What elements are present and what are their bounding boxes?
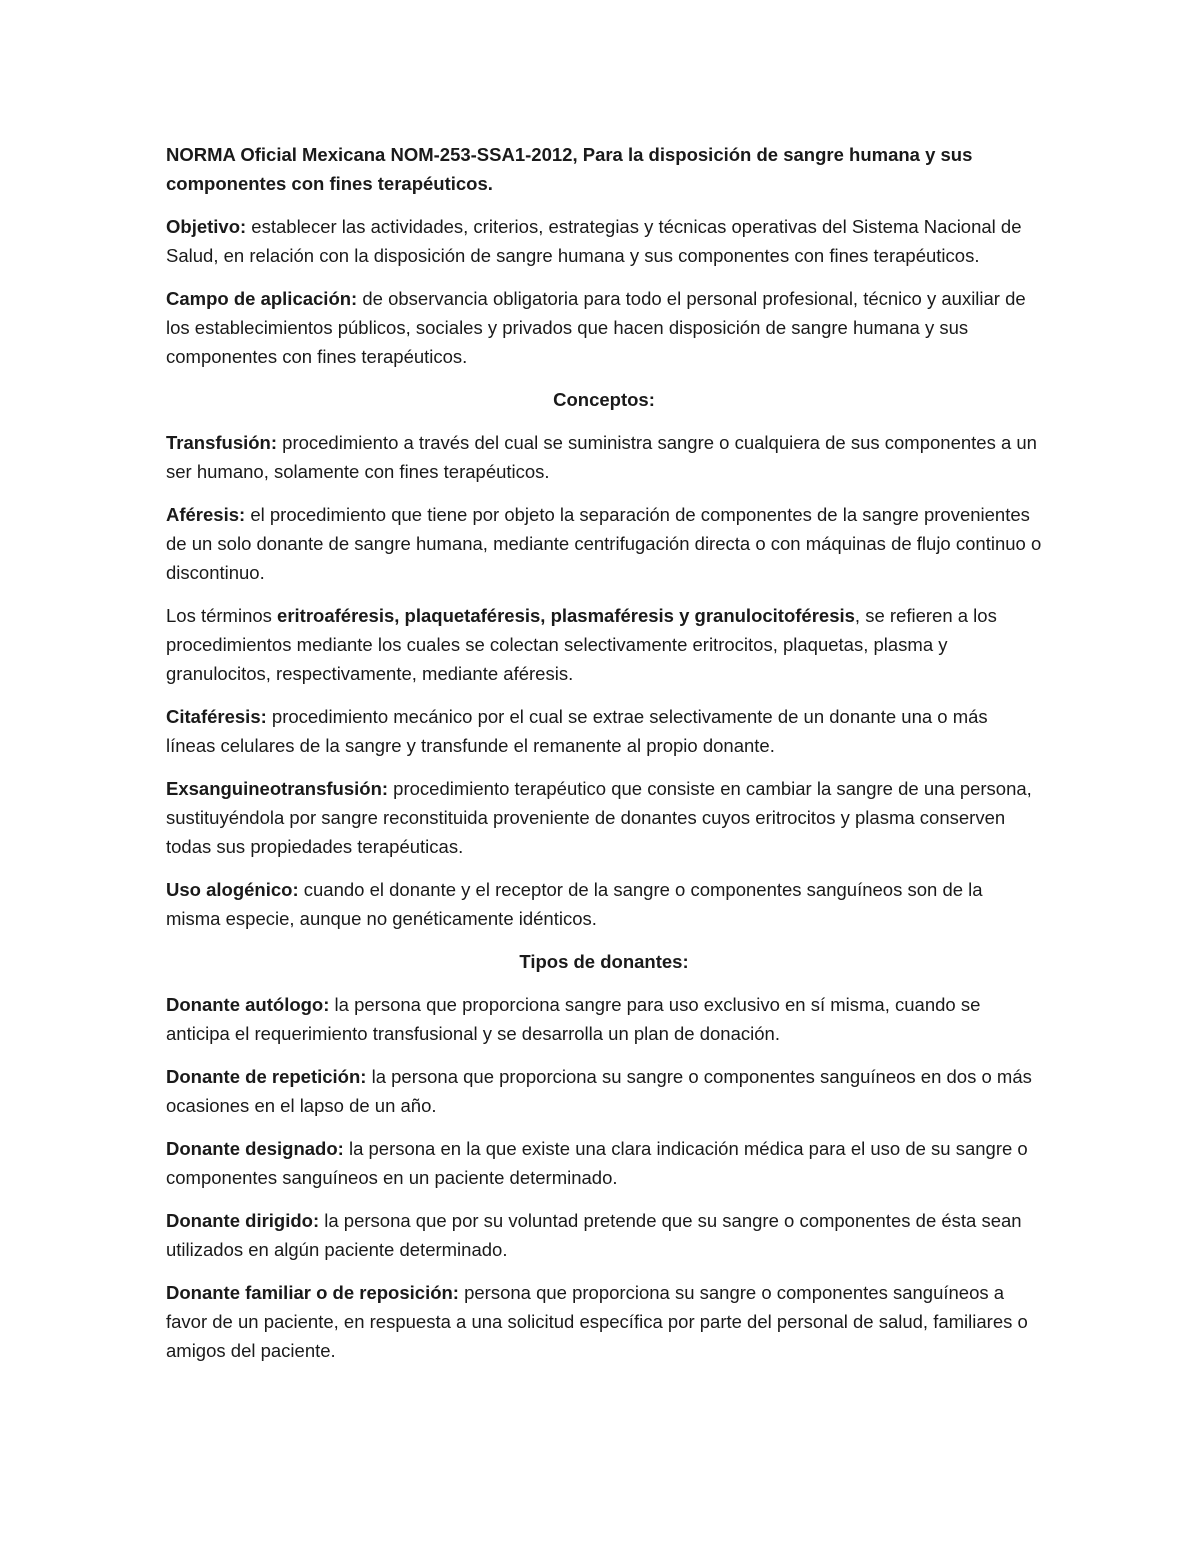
paragraph-citaferesis	[166, 702, 1042, 760]
term-donante-designado: Donante designado:	[166, 1138, 344, 1159]
term-citaferesis: Citaféresis:	[166, 706, 267, 727]
paragraph-uso-alogenico	[166, 875, 1042, 933]
heading-conceptos: Conceptos:	[553, 389, 655, 410]
definition-objetivo: establecer las actividades, criterios, estrategias y técnicas operativas del Sistema Nacional de Salud, en relación con la disposición de sangre humana y sus componentes con fines terapéuticos.	[166, 216, 1022, 266]
definition-transfusion: procedimiento a través del cual se suministra sangre o cualquiera de sus componentes a un ser humano, solamente con fines terapéuticos.	[166, 432, 1037, 482]
paragraph-exsanguineotransfusion	[166, 774, 1042, 861]
definition-donante-designado: la persona en la que existe una clara indicación médica para el uso de su sangre o componentes sanguíneos en un paciente determinado.	[166, 1138, 1028, 1188]
definition-donante-repeticion: la persona que proporciona su sangre o componentes sanguíneos en dos o más ocasiones en el lapso de un año.	[166, 1066, 1032, 1116]
paragraph-donante-dirigido	[166, 1206, 1042, 1264]
terminos-terms: eritroaféresis, plaquetaféresis, plasmaféresis y granulocitoféresis	[277, 605, 855, 626]
paragraph-campo-aplicacion	[166, 284, 1042, 371]
definition-donante-familiar: persona que proporciona su sangre o componentes sanguíneos a favor de un paciente, en respuesta a una solicitud específica por parte del personal de salud, familiares o amigos del paciente.	[166, 1282, 1028, 1361]
term-donante-autologo: Donante autólogo:	[166, 994, 330, 1015]
document-body	[166, 140, 1042, 1379]
paragraph-transfusion	[166, 428, 1042, 486]
definition-exsanguineotransfusion: procedimiento terapéutico que consiste en cambiar la sangre de una persona, sustituyéndola por sangre reconstituida proveniente de donantes cuyos eritrocitos y plasma conserven todas sus propiedades terapéuticas.	[166, 778, 1032, 857]
definition-campo-aplicacion: de observancia obligatoria para todo el personal profesional, técnico y auxiliar de los establecimientos públicos, sociales y privados que hacen disposición de sangre humana y sus componentes con fines terapéuticos.	[166, 288, 1026, 367]
term-campo-aplicacion: Campo de aplicación:	[166, 288, 358, 309]
document-title: NORMA Oficial Mexicana NOM-253-SSA1-2012, Para la disposición de sangre humana y sus componentes con fines terapéuticos.	[166, 144, 973, 194]
terminos-prefix: Los términos	[166, 605, 278, 626]
paragraph-donante-familiar	[166, 1278, 1042, 1365]
term-donante-repeticion: Donante de repetición:	[166, 1066, 367, 1087]
definition-citaferesis: procedimiento mecánico por el cual se extrae selectivamente de un donante una o más líneas celulares de la sangre y transfunde el remanente al propio donante.	[166, 706, 988, 756]
heading-tipos-donantes: Tipos de donantes:	[519, 951, 689, 972]
paragraph-objetivo	[166, 212, 1042, 270]
term-donante-dirigido: Donante dirigido:	[166, 1210, 320, 1231]
term-transfusion: Transfusión:	[166, 432, 278, 453]
terminos-definition: , se refieren a los procedimientos mediante los cuales se colectan selectivamente eritrocitos, plaquetas, plasma y granulocitos, respectivamente, mediante aféresis.	[166, 605, 997, 684]
definition-uso-alogenico: cuando el donante y el receptor de la sangre o componentes sanguíneos son de la misma especie, aunque no genéticamente idénticos.	[166, 879, 983, 929]
term-objetivo: Objetivo:	[166, 216, 247, 237]
paragraph-terminos	[166, 601, 1042, 688]
term-donante-familiar: Donante familiar o de reposición:	[166, 1282, 459, 1303]
paragraph-donante-autologo	[166, 990, 1042, 1048]
term-aferesis: Aféresis:	[166, 504, 246, 525]
definition-donante-dirigido: la persona que por su voluntad pretende que su sangre o componentes de ésta sean utilizados en algún paciente determinado.	[166, 1210, 1022, 1260]
definition-donante-autologo: la persona que proporciona sangre para uso exclusivo en sí misma, cuando se anticipa el requerimiento transfusional y se desarrolla un plan de donación.	[166, 994, 981, 1044]
definition-aferesis: el procedimiento que tiene por objeto la separación de componentes de la sangre provenientes de un solo donante de sangre humana, mediante centrifugación directa o con máquinas de flujo continuo o discontinuo.	[166, 504, 1042, 583]
paragraph-donante-designado	[166, 1134, 1042, 1192]
paragraph-donante-repeticion	[166, 1062, 1042, 1120]
term-exsanguineotransfusion: Exsanguineotransfusión:	[166, 778, 389, 799]
paragraph-aferesis	[166, 500, 1042, 587]
term-uso-alogenico: Uso alogénico:	[166, 879, 299, 900]
